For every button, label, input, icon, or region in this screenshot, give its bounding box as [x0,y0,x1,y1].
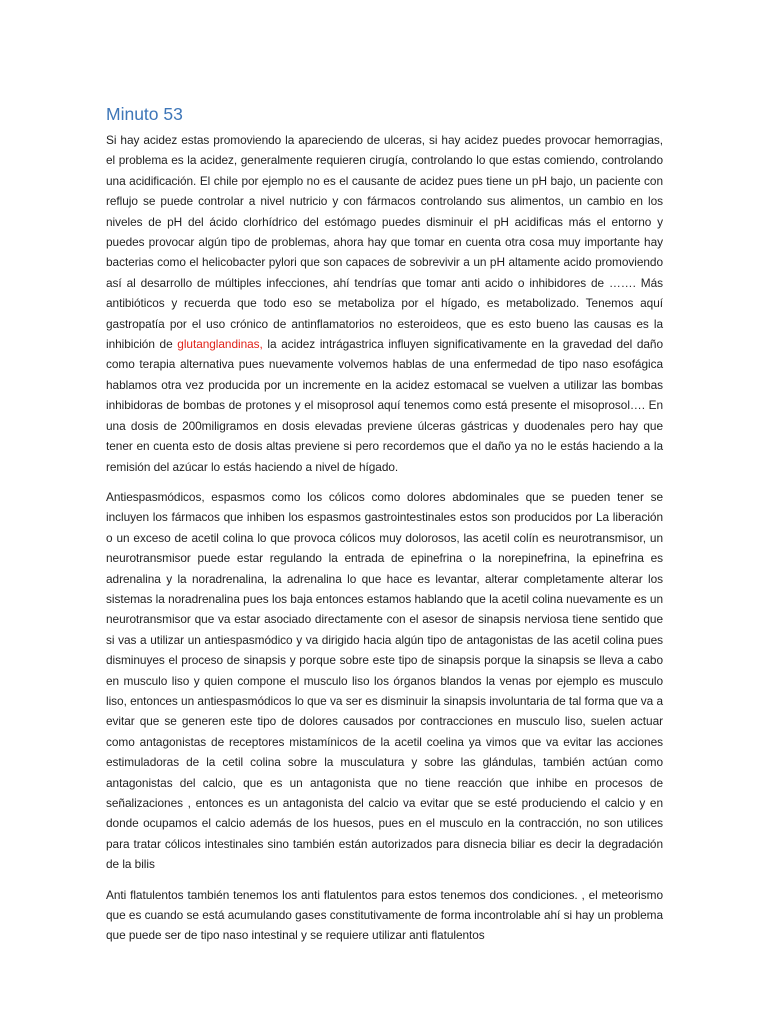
paragraph-acidity-text-start: Si hay acidez estas promoviendo la apareciendo de ulceras, si hay acidez puedes provocar hemorragias, el problema es la acidez, generalmente requieren cirugía, controlando lo que estas comiendo, controlando una acidificación. El chile por ejemplo no es el causante de acidez pues tiene un pH bajo, un paciente con reflujo se puede controlar a nivel nutricio y con fármacos controlando sus alimentos, un cambio en los niveles de pH del ácido clorhídrico del estómago puedes disminuir el pH acidificas más el entorno y puedes provocar algún tipo de problemas, ahora hay que tomar en cuenta otra cosa muy importante hay bacterias como el helicobacter pylori que son capaces de sobrevivir a un pH altamente acido promoviendo así al desarrollo de múltiples infecciones, ahí tendrías que tomar anti acido o inhibidores de ……. Más antibióticos y recuerda que todo eso se metaboliza por el hígado, es metabolizado. Tenemos aquí gastropatía por el uso crónico de antinflamatorios no esteroideos, que es esto bueno las causas es la inhibición de [106,133,663,352]
paragraph-acidity-text-end: la acidez intrágastrica influyen significativamente en la gravedad del daño como terapia alternativa pues nuevamente volvemos hablas de una enfermedad de tipo naso esofágica hablamos otra vez producida por un incremente en la acidez estomacal se vuelven a utilizar las bombas inhibidoras de bombas de protones y el misoprosol aquí tenemos como está presente el misoprosol…. En una dosis de 200miligramos en dosis elevadas previene úlceras gástricas y duodenales pero hay que tener en cuenta esto de dosis altas previene si pero recordemos que el daño ya no le estás haciendo a la remisión del azúcar lo estás haciendo a nivel de hígado. [106,337,663,474]
paragraph-antiflatulents: Anti flatulentos también tenemos los anti flatulentos para estos tenemos dos condiciones. , el meteorismo que es cuando se está acumulando gases constitutivamente de forma incontrolable ahí si hay un problema que puede ser de tipo naso intestinal y se requiere utilizar anti flatulentos [106,887,663,943]
document-page [106,100,663,956]
highlighted-term: glutanglandinas, [177,337,263,352]
paragraph-antispasmodics: Antiespasmódicos, espasmos como los cólicos como dolores abdominales que se pueden tener se incluyen los fármacos que inhiben los espasmos gastrointestinales estos son producidos por La liberación o un exceso de acetil colina lo que provoca cólicos muy dolorosos, las acetil colín es neurotransmisor, un neurotransmisor puede estar regulando la entrada de epinefrina o la norepinefrina, la epinefrina es adrenalina y la noradrenalina, la adrenalina lo que hace es levantar, alterar completamente alterar los sistemas la noradrenalina pues los baja entonces estamos hablando que la acetil colina nuevamente es un neurotransmisor que va estar asociado directamente con el asesor de sinapsis nerviosa tiene sentido que si vas a utilizar un antiespasmódico y va dirigido hacia algún tipo de antagonistas de las acetil colina pues disminuyes el proceso de sinapsis y porque sobre este tipo de sinapsis porque la sinapsis se lleva a cabo en musculo liso y quien compone el musculo liso los órganos blandos la venas por ejemplo es musculo liso, entonces un antiespasmódicos lo que va ser es disminuir la sinapsis involuntaria de tal forma que va a evitar que se generen este tipo de dolores causados por contracciones en musculo liso, suelen actuar como antagonistas de receptores mistamínicos de la acetil coelina ya vimos que va evitar las acciones estimuladoras de la cetil colina sobre la musculatura y sobre las glándulas, también actúan como antagonistas del calcio, que es un antagonista que no tiene reacción que inhibe en procesos de señalizaciones , entonces es un antagonista del calcio va evitar que se esté produciendo el calcio y en donde ocupamos el calcio además de los huesos, pues en el musculo en la contracción, no son utilices para tratar cólicos intestinales sino también están autorizados para disnecia biliar es decir la degradación de la bilis [106,489,663,872]
page-heading: Minuto 53 [106,104,183,124]
paragraph-acidity [106,130,663,477]
